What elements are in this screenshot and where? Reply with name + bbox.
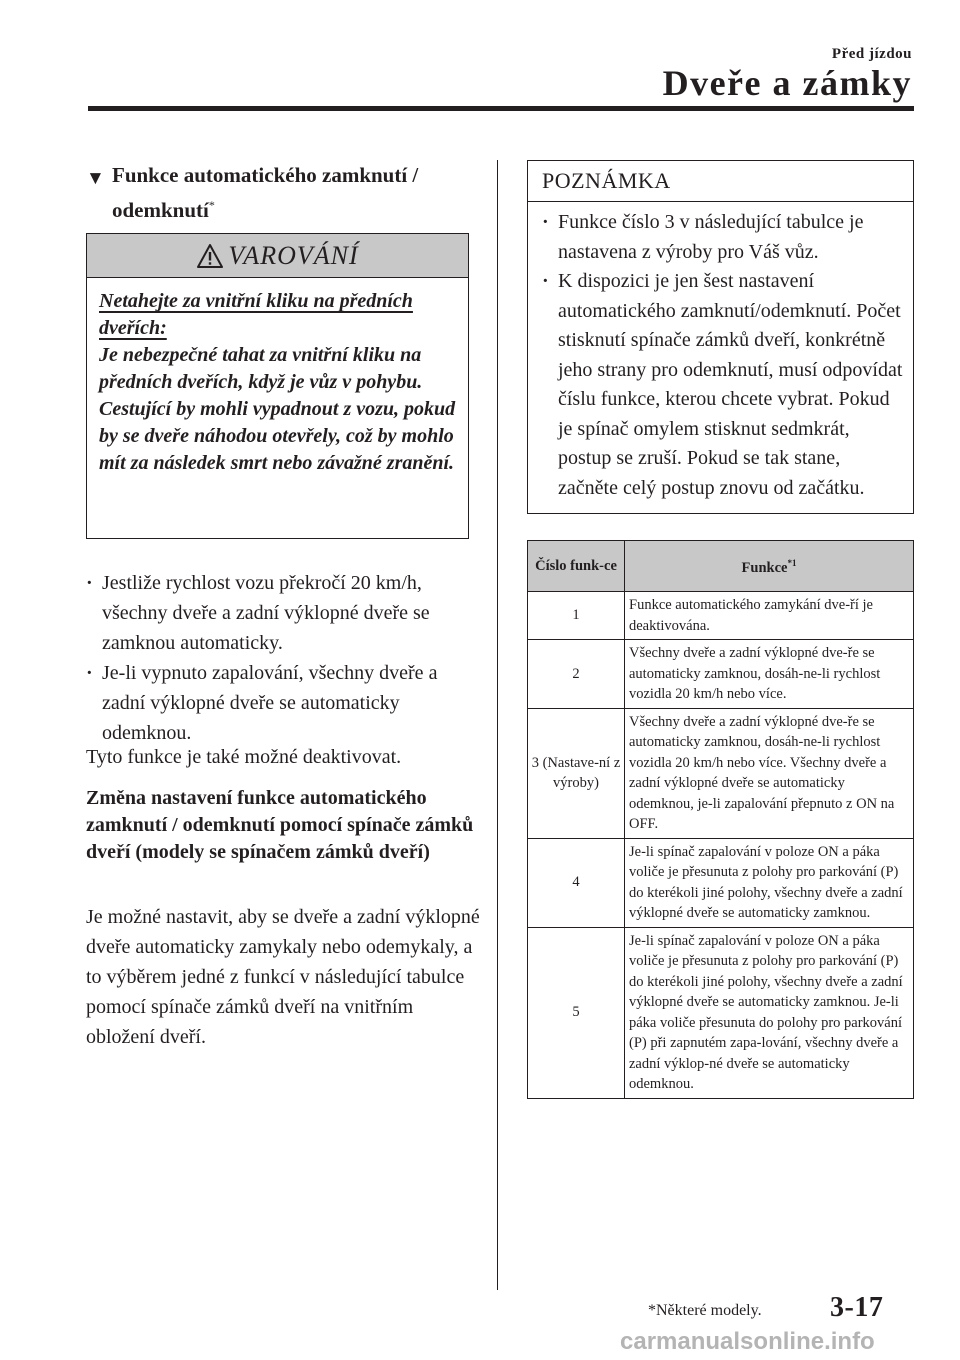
note-body	[528, 202, 913, 503]
watermark: carmanualsonline.info	[620, 1328, 875, 1355]
section-heading-text: Funkce automatického zamknutí / odemknutí	[112, 163, 419, 222]
warning-header	[87, 234, 468, 278]
section-label: Před jízdou	[831, 46, 912, 62]
table-row	[528, 640, 914, 709]
warning-body	[87, 278, 468, 477]
header-rule	[88, 106, 914, 111]
function-number: 1	[528, 592, 625, 640]
table-row	[528, 708, 914, 838]
function-number: 3 (Nastave-ní z výroby)	[528, 708, 625, 838]
deactivate-paragraph: Tyto funkce je také možné deaktivovat.	[86, 746, 402, 768]
warning-box	[86, 233, 469, 539]
function-description: Funkce automatického zamykání dve-ří je deaktivována.	[625, 592, 914, 640]
page-title: Dveře a zámky	[662, 63, 912, 103]
warning-text: Je nebezpečné tahat za vnitřní kliku na předních dveřích, když je vůz v pohybu. Cestující by mohli vypadnout z vozu, pokud by se dveře náhodou otevřely, což by mohlo mít za následek smrt nebo závažné zranění.	[99, 344, 456, 474]
function-description: Je-li spínač zapalování v poloze ON a páka voliče je přesunuta z polohy pro parkování (P) do kterékoli jiné polohy, všechny dveře a zadní výklopné dveře se automaticky zamknou. Je-li páka voliče přesunuta do polohy pro parkování (P) při zapnutém zapa-lování, všechny dveře a zadní výklop-né dveře se automaticky odemknou.	[625, 927, 914, 1098]
footnote-marker: *1	[787, 558, 797, 569]
function-description: Je-li spínač zapalování v poloze ON a páka voliče je přesunuta z polohy pro parkování (P) do kterékoli jiné polohy, všechny dveře a zadní výklopné dveře se automaticky zamknou.	[625, 838, 914, 927]
list-item: · K dispozici je jen šest nastavení automatického zamknutí/odemknutí. Počet stisknutí spínače zámků dveří, konkrétně jeho strany pro odemknutí, musí odpovídat číslu funkce, kterou chcete vybrat. Pokud je spínač omylem stisknut sedmkrát, postup se zruší. Pokud se tak stane, začněte celý postup znovu od začátku.	[542, 267, 903, 503]
function-number: 2	[528, 640, 625, 709]
some-models-marker: *	[208, 198, 215, 212]
column-header-function	[625, 541, 914, 592]
table-row	[528, 592, 914, 640]
warning-title: VAROVÁNÍ	[228, 240, 359, 270]
function-description: Všechny dveře a zadní výklopné dve-ře se automaticky zamknou, dosáh-ne-li rychlost vozidla 20 km/h nebo více. Všechny dveře a zadní výklopné dveře se automaticky odemknou, je-li zapalování přepnuto z ON na OFF.	[625, 708, 914, 838]
function-number: 5	[528, 927, 625, 1098]
function-number: 4	[528, 838, 625, 927]
list-item: · Je-li vypnuto zapalování, všechny dveře a zadní výklopné dveře se automaticky odemknou.	[86, 658, 476, 748]
settings-paragraph: Je možné nastavit, aby se dveře a zadní výklopné dveře automaticky zamykaly nebo odemykaly, a to výběrem jedné z funkcí v následující tabulce pomocí spínače zámků dveří na vnitřním obložení dveří.	[86, 906, 480, 1048]
note-box	[527, 160, 914, 514]
column-header-function-text: Funkce	[741, 560, 788, 577]
triangle-down-icon: ▼	[86, 168, 105, 189]
footnote: *Některé modely.	[648, 1302, 762, 1319]
table-header-row	[528, 541, 914, 592]
note-list	[542, 208, 903, 503]
settings-subheading: Změna nastavení funkce automatického zamknutí / odemknutí pomocí spínače zámků dveří (modely se spínačem zámků dveří)	[86, 787, 474, 863]
function-description: Všechny dveře a zadní výklopné dve-ře se automaticky zamknou, dosáh-ne-li rychlost vozidla 20 km/h nebo více.	[625, 640, 914, 709]
function-table	[527, 540, 914, 1099]
warning-subtitle: Netahejte za vnitřní kliku na předních dveřích:	[99, 290, 413, 339]
behavior-list	[86, 568, 476, 748]
warning-triangle-icon	[196, 243, 224, 269]
note-title: POZNÁMKA	[528, 161, 913, 202]
page-number: 3-17	[830, 1292, 884, 1323]
table-row	[528, 927, 914, 1098]
column-divider	[497, 160, 498, 1290]
table-row	[528, 838, 914, 927]
section-heading	[86, 160, 486, 225]
list-item: · Jestliže rychlost vozu překročí 20 km/h, všechny dveře a zadní výklopné dveře se zamknou automaticky.	[86, 568, 476, 658]
column-header-number: Číslo funk-ce	[528, 541, 625, 592]
list-item: · Funkce číslo 3 v následující tabulce je nastavena z výroby pro Váš vůz.	[542, 208, 903, 267]
